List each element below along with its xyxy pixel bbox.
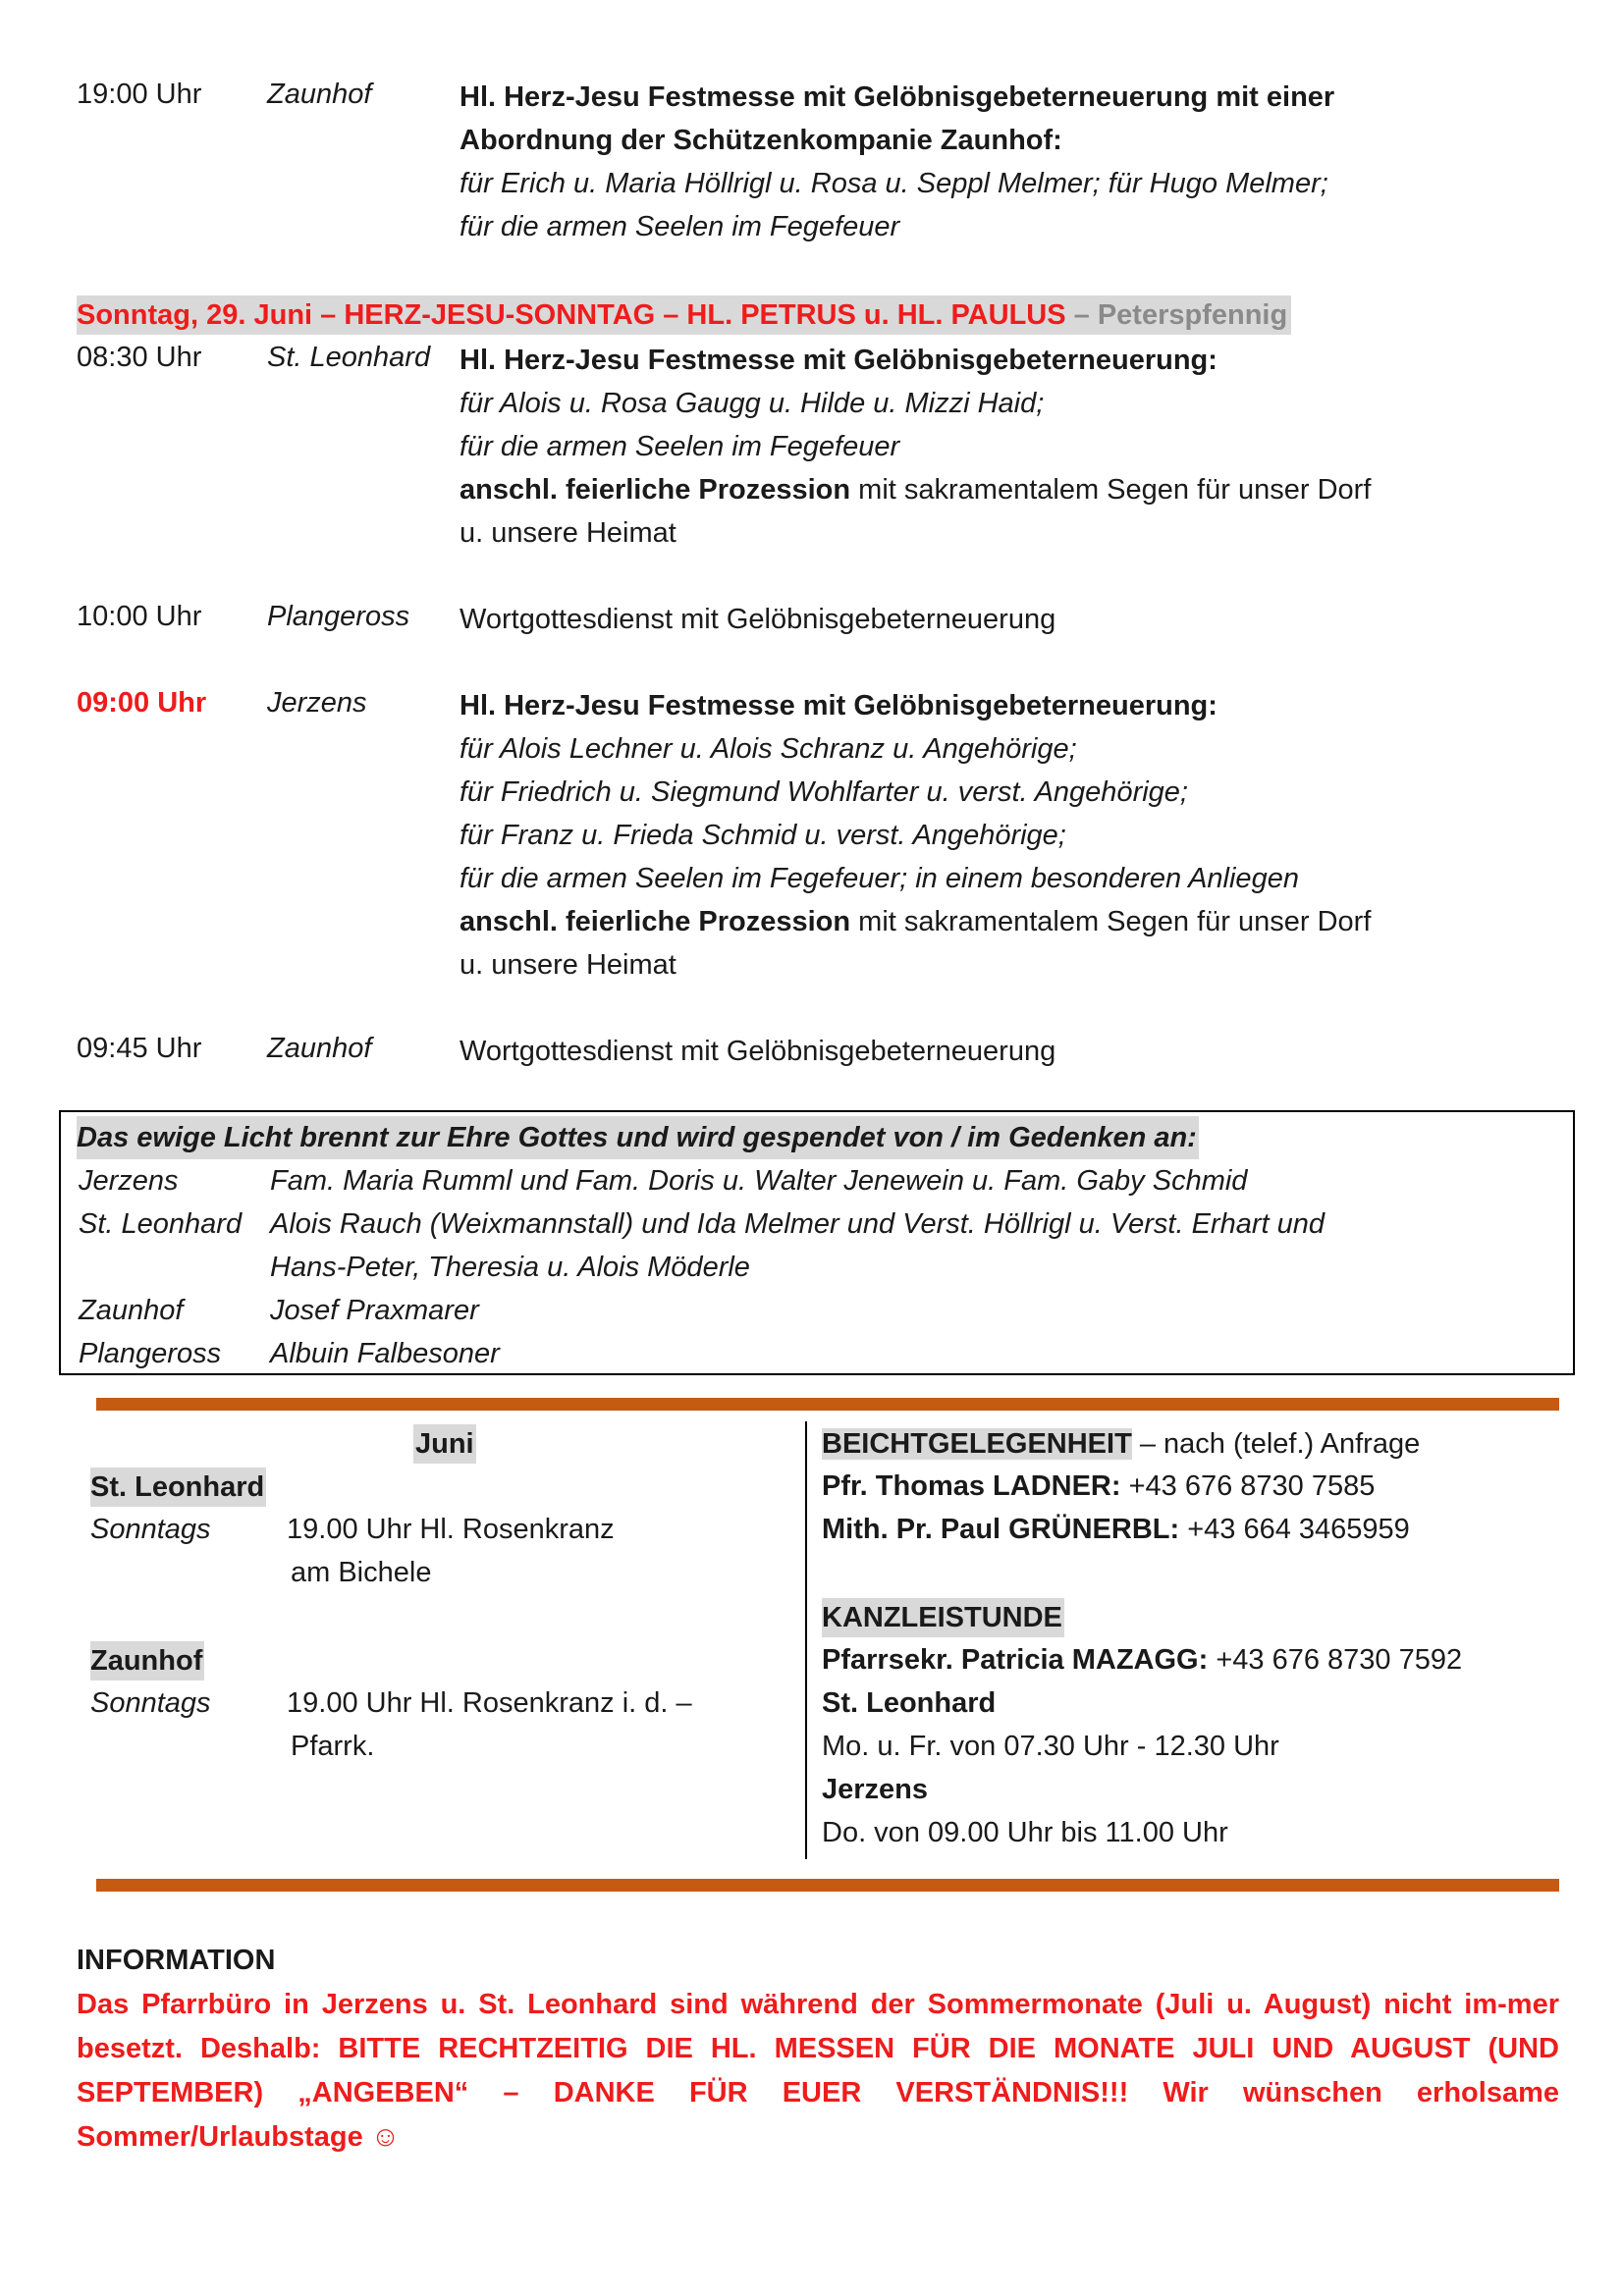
secretary-contact: Pfarrsekr. Patricia MAZAGG: +43 676 8730 7592 (822, 1644, 1463, 1676)
service-description (460, 76, 1540, 248)
information-text: Das Pfarrbüro in Jerzens u. St. Leonhard sind während der Sommermonate (Juli u. August) nicht im-mer besetzt. Deshalb: BITTE RECHTZEITIG DIE HL. MESSEN FÜR DIE MONATE JULI UND AUGUST (UND SEPTEMBER) „ANGEBEN“ – DANKE FÜR EUER VERSTÄNDNIS!!! Wir wünschen erholsame Sommer/Urlaubstage ☺ (77, 1989, 1559, 2153)
mass-intention: für Franz u. Frieda Schmid u. verst. Angehörige; (460, 820, 1066, 851)
mass-intention: für Friedrich u. Siegmund Wohlfarter u. verst. Angehörige; (460, 776, 1188, 808)
information-section (77, 1939, 1559, 2160)
eternal-light-row: St. Leonhard Alois Rauch (Weixmannstall) und Ida Melmer und Verst. Höllrigl u. Verst. Erhart und (79, 1208, 1325, 1240)
priest-contact: Pfr. Thomas LADNER: +43 676 8730 7585 (822, 1470, 1376, 1502)
orange-divider-bottom (96, 1879, 1559, 1892)
service-title-cont: Abordnung der Schützenkompanie Zaunhof: (460, 125, 1062, 156)
service-time: 08:30 Uhr (77, 342, 202, 373)
service-description: Wortgottesdienst mit Gelöbnisgebeterneuerung (460, 604, 1056, 635)
june-title: Juni (413, 1424, 476, 1464)
service-title: Hl. Herz-Jesu Festmesse mit Gelöbnisgebeterneuerung: (460, 690, 1217, 721)
service-title: Hl. Herz-Jesu Festmesse mit Gelöbnisgebeterneuerung: (460, 345, 1217, 376)
procession-note-cont: u. unsere Heimat (460, 949, 676, 981)
rosary-location: am Bichele (291, 1557, 432, 1588)
service-time: 09:45 Uhr (77, 1033, 202, 1064)
service-place: Plangeross (267, 601, 410, 632)
mass-intention: für Erich u. Maria Höllrigl u. Rosa u. Seppl Melmer; für Hugo Melmer; (460, 168, 1328, 199)
procession-note-cont: u. unsere Heimat (460, 517, 676, 549)
zaunhof-heading: Zaunhof (90, 1641, 204, 1681)
orange-divider-top (96, 1398, 1559, 1411)
information-heading: INFORMATION (77, 1945, 276, 1976)
rosary-location: Pfarrk. (291, 1731, 375, 1762)
st-leonhard-heading: St. Leonhard (90, 1468, 266, 1507)
service-description (460, 684, 1540, 987)
mass-intention: für Alois u. Rosa Gaugg u. Hilde u. Mizzi Haid; (460, 388, 1045, 419)
sunday-heading-main: Sonntag, 29. Juni – HERZ-JESU-SONNTAG – HL. PETRUS u. HL. PAULUS (77, 299, 1066, 331)
mass-intention: für die armen Seelen im Fegefeuer; in einem besonderen Anliegen (460, 863, 1299, 894)
rosary-time: 19.00 Uhr Hl. Rosenkranz i. d. – (287, 1687, 692, 1719)
office-place: Jerzens (822, 1774, 929, 1805)
service-description (460, 339, 1540, 555)
office-hours: Do. von 09.00 Uhr bis 11.00 Uhr (822, 1817, 1228, 1848)
office-place: St. Leonhard (822, 1687, 997, 1719)
rosary-time: 19.00 Uhr Hl. Rosenkranz (287, 1514, 615, 1545)
service-place: Zaunhof (267, 79, 372, 110)
eternal-light-row: Plangeross Albuin Falbesoner (79, 1338, 500, 1369)
column-divider (805, 1421, 807, 1859)
mass-intention: für die armen Seelen im Fegefeuer (460, 211, 900, 242)
office-hours: Mo. u. Fr. von 07.30 Uhr - 12.30 Uhr (822, 1731, 1279, 1762)
service-time: 09:00 Uhr (77, 687, 207, 719)
procession-note: anschl. feierliche Prozession mit sakramentalem Segen für unser Dorf (460, 906, 1372, 937)
procession-note: anschl. feierliche Prozession mit sakramentalem Segen für unser Dorf (460, 474, 1372, 506)
eternal-light-row: Zaunhof Josef Praxmarer (79, 1295, 479, 1326)
service-place: Jerzens (267, 687, 367, 719)
eternal-light-row: Hans-Peter, Theresia u. Alois Möderle (270, 1252, 750, 1283)
weekday-label: Sonntags (90, 1514, 211, 1545)
service-time: 10:00 Uhr (77, 601, 202, 632)
service-time: 19:00 Uhr (77, 79, 202, 110)
confession-heading: BEICHTGELEGENHEIT (822, 1428, 1132, 1460)
service-description: Wortgottesdienst mit Gelöbnisgebeterneuerung (460, 1036, 1056, 1067)
weekday-label: Sonntags (90, 1687, 211, 1719)
smiley-icon: ☺ (370, 2121, 401, 2153)
eternal-light-heading: Das ewige Licht brennt zur Ehre Gottes und wird gespendet von / im Gedenken an: (77, 1116, 1199, 1159)
eternal-light-row: Jerzens Fam. Maria Rumml und Fam. Doris u. Walter Jenewein u. Fam. Gaby Schmid (79, 1165, 1248, 1197)
service-place: Zaunhof (267, 1033, 372, 1064)
office-heading: KANZLEISTUNDE (822, 1598, 1064, 1637)
mass-intention: für die armen Seelen im Fegefeuer (460, 431, 900, 462)
sunday-heading (77, 295, 1291, 335)
service-title: Hl. Herz-Jesu Festmesse mit Gelöbnisgebeterneuerung mit einer (460, 81, 1335, 113)
confession-line: BEICHTGELEGENHEIT – nach (telef.) Anfrage (822, 1428, 1421, 1460)
eternal-light-box (59, 1110, 1575, 1375)
sunday-heading-collection: – Peterspfennig (1065, 299, 1288, 331)
mass-intention: für Alois Lechner u. Alois Schranz u. Angehörige; (460, 733, 1077, 765)
priest-contact: Mith. Pr. Paul GRÜNERBL: +43 664 3465959 (822, 1514, 1410, 1545)
service-place: St. Leonhard (267, 342, 431, 373)
